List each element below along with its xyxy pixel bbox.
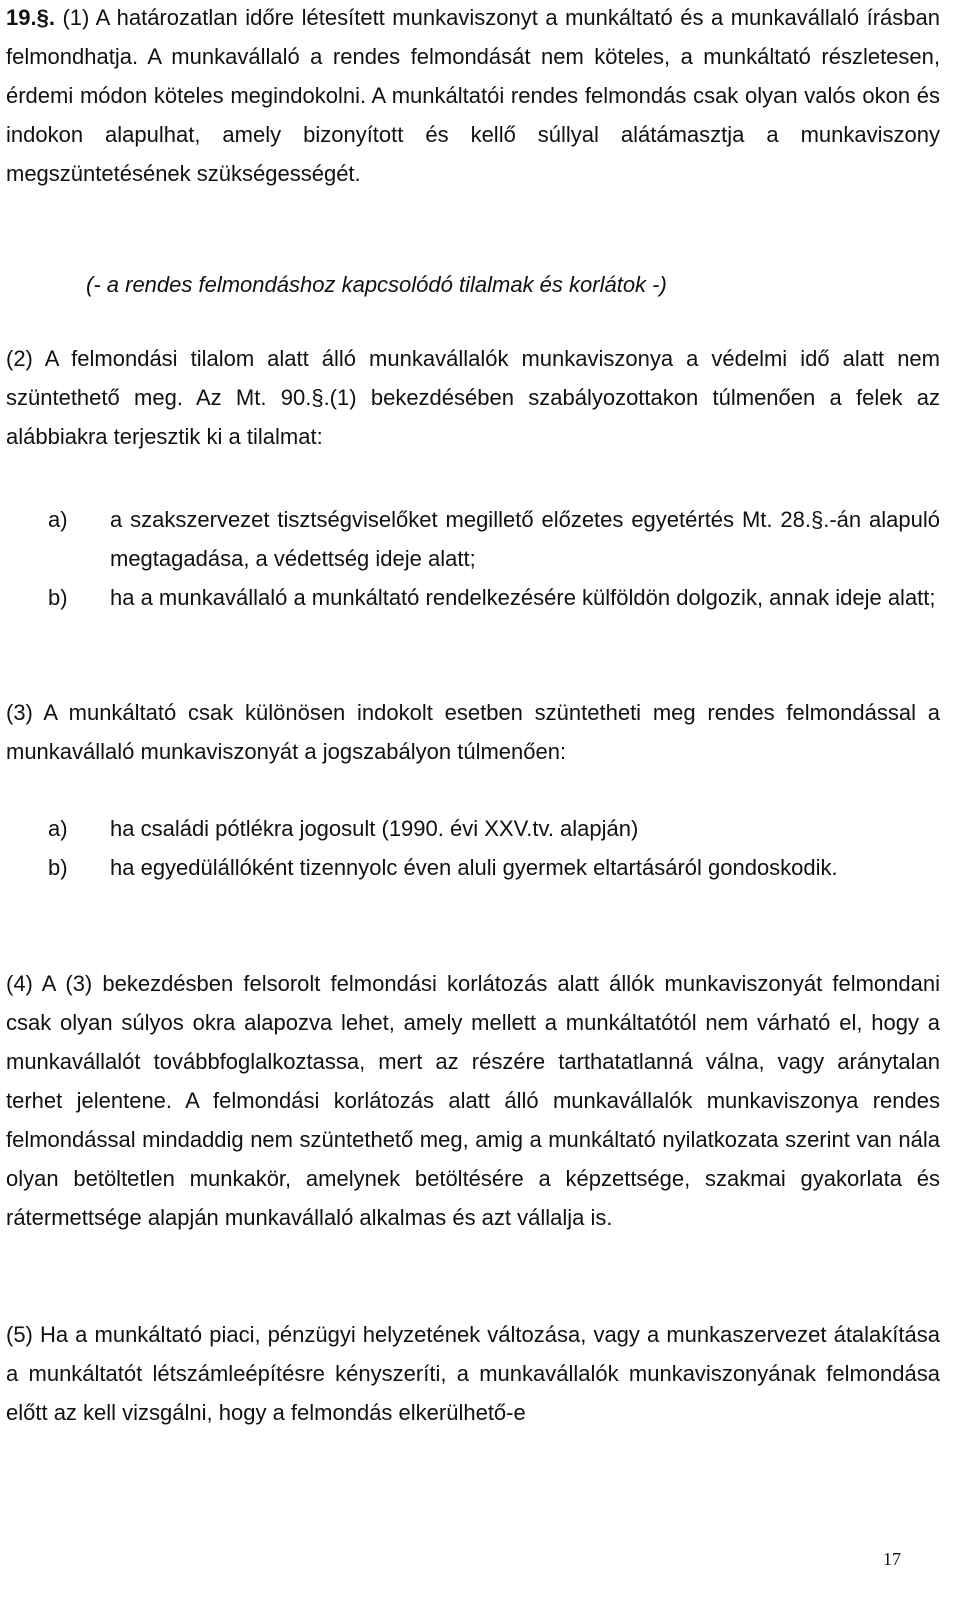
list-item-text: a szakszervezet tisztségviselőket megillető előzetes egyetértés Mt. 28.§.-án alapuló megtagadása, a védettség ideje alatt; bbox=[110, 507, 940, 571]
list-item-letter: b) bbox=[48, 855, 68, 880]
paragraph-3: (3) A munkáltató csak különösen indokolt esetben szüntetheti meg rendes felmondással a munkavállaló munkaviszonyát a jogszabályon túlmenően: bbox=[6, 700, 940, 764]
section-number: 19.§. bbox=[6, 5, 55, 30]
section-note: (- a rendes felmondáshoz kapcsolódó tilalmak és korlátok -) bbox=[86, 272, 667, 297]
paragraph-2: (2) A felmondási tilalom alatt álló munkavállalók munkaviszonya a védelmi idő alatt nem szüntethető meg. Az Mt. 90.§.(1) bekezdésében szabályozottakon túlmenően a felek az alábbiakra terjesztik ki a tilalmat: bbox=[6, 346, 940, 449]
list-item-letter: a) bbox=[48, 816, 68, 841]
paragraph-5: (5) Ha a munkáltató piaci, pénzügyi helyzetének változása, vagy a munkaszervezet átalakítása a munkáltatót létszámleépítésre kényszeríti, a munkavállalók munkaviszonyának felmondása előtt az kell vizsgálni, hogy a felmondás elkerülhető-e bbox=[6, 1322, 940, 1425]
section-19-paragraph-1 bbox=[6, 0, 940, 193]
list-item bbox=[6, 500, 940, 578]
list-item bbox=[6, 809, 940, 848]
section-19-text: (1) A határozatlan időre létesített munkaviszonyt a munkáltató és a munkavállaló írásban felmondhatja. A munkavállaló a rendes felmondását nem köteles, a munkáltató részletesen, érdemi módon köteles megindokolni. A munkáltatói rendes felmondás csak olyan valós okon és indokon alapulhat, amely bizonyított és kellő súllyal alátámasztja a munkaviszony megszüntetésének szükségességét. bbox=[6, 5, 940, 186]
list-item-text: ha egyedülállóként tizennyolc éven aluli gyermek eltartásáról gondoskodik. bbox=[110, 855, 838, 880]
list-item-letter: a) bbox=[48, 507, 68, 532]
list-item-text: ha családi pótlékra jogosult (1990. évi XXV.tv. alapján) bbox=[110, 816, 639, 841]
list-item bbox=[6, 848, 940, 887]
paragraph-4: (4) A (3) bekezdésben felsorolt felmondási korlátozás alatt állók munkaviszonyát felmondani csak olyan súlyos okra alapozva lehet, amely mellett a munkáltatótól nem várható el, hogy a munkavállalót továbbfoglalkoztassa, mert az részére tarthatatlanná válna, vagy aránytalan terhet jelentene. A felmondási korlátozás alatt álló munkavállalók munkaviszonya rendes felmondással mindaddig nem szüntethető meg, amig a munkáltató nyilatkozata szerint van nála olyan betöltetlen munkakör, amelynek betöltésére a képzettsége, szakmai gyakorlata és rátermettsége alapján munkavállaló alkalmas és azt vállalja is. bbox=[6, 971, 940, 1230]
list-item-letter: b) bbox=[48, 585, 68, 610]
list-item bbox=[6, 578, 940, 617]
page-number: 17 bbox=[883, 1549, 901, 1569]
list-item-text: ha a munkavállaló a munkáltató rendelkezésére külföldön dolgozik, annak ideje alatt; bbox=[110, 585, 936, 610]
